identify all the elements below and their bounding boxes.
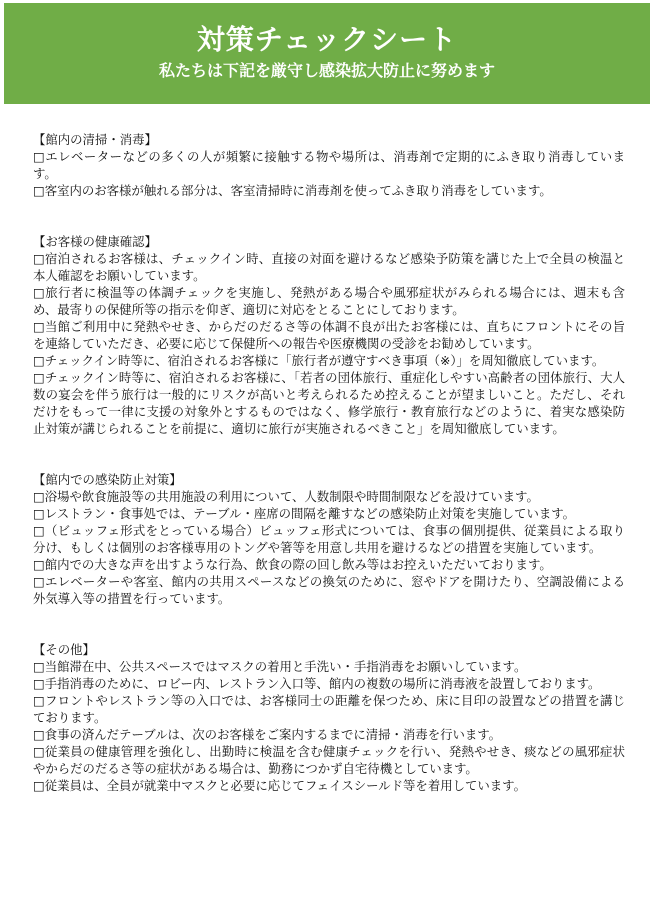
- section-heading: 【館内での感染防止対策】: [33, 472, 182, 487]
- checklist-item: □エレベーターなどの多くの人が頻繁に接触する物や場所は、消毒剤で定期的にふき取り消毒しています。: [33, 149, 625, 181]
- checklist-item: □旅行者に検温等の体調チェックを実施し、発熱がある場合や風邪症状がみられる場合には、週末も含め、最寄りの保健所等の指示を仰ぎ、適切に対応をとることにしております。: [33, 285, 625, 317]
- section-other: [33, 641, 625, 794]
- checklist-item: □従業員の健康管理を強化し、出勤時に検温を含む健康チェックを行い、発熱やせき、痰などの風邪症状やからだのだるさ等の症状がある場合は、勤務につかず自宅待機としています。: [33, 744, 625, 776]
- section-infection-prevention: [33, 471, 625, 607]
- section-cleaning: [33, 131, 625, 199]
- page-subtitle: 私たちは下記を厳守し感染拡大防止に努めます: [158, 61, 495, 80]
- checklist-item: □エレベーターや客室、館内の共用スペースなどの換気のために、窓やドアを開けたり、空調設備による外気導入等の措置を行っています。: [33, 574, 625, 606]
- checklist-item: □宿泊されるお客様は、チェックイン時、直接の対面を避けるなど感染予防策を講じた上で全員の検温と本人確認をお願いしています。: [33, 251, 625, 283]
- section-health-check: [33, 233, 625, 437]
- checklist-item: □館内での大きな声を出すような行為、飲食の際の回し飲み等はお控えいただいております。: [33, 557, 552, 572]
- checklist-item: □チェックイン時等に、宿泊されるお客様に「旅行者が遵守すべき事項（※）」を周知徹底しています。: [33, 353, 605, 368]
- checklist-item: □浴場や飲食施設等の共用施設の利用について、人数制限や時間制限などを設けています。: [33, 489, 539, 504]
- section-heading: 【その他】: [33, 642, 95, 657]
- header-banner: [4, 3, 650, 104]
- checklist-item: □食事の済んだテーブルは、次のお客様をご案内するまでに清掃・消毒を行います。: [33, 727, 502, 742]
- checklist-item: □フロントやレストラン等の入口では、お客様同士の距離を保つため、床に目印の設置などの措置を講じております。: [33, 693, 625, 725]
- checklist-item: □従業員は、全員が就業中マスクと必要に応じてフェイスシールド等を着用しています。: [33, 778, 526, 793]
- checklist-item: □レストラン・食事処では、テーブル・座席の間隔を離すなどの感染防止対策を実施しています。: [33, 506, 576, 521]
- checklist-item: □（ビュッフェ形式をとっている場合）ビュッフェ形式については、食事の個別提供、従業員による取り分け、もしくは個別のお客様専用のトングや箸等を用意し共用を避けるなどの措置を実施しています。: [33, 523, 625, 555]
- checklist-content: [33, 131, 625, 794]
- section-heading: 【館内の清掃・消毒】: [33, 132, 157, 147]
- page-title: 対策チェックシート: [196, 23, 458, 56]
- section-heading: 【お客様の健康確認】: [33, 234, 157, 249]
- checklist-item: □手指消毒のために、ロビー内、レストラン入口等、館内の複数の場所に消毒液を設置しております。: [33, 676, 601, 691]
- checklist-item: □当館滞在中、公共スペースではマスクの着用と手洗い・手指消毒をお願いしています。: [33, 659, 527, 674]
- checklist-item: □当館ご利用中に発熱やせき、からだのだるさ等の体調不良が出たお客様には、直ちにフロントにその旨を連絡していただき、必要に応じて保健所への報告や医療機関の受診をお勧めしています。: [33, 319, 625, 351]
- checklist-item: □客室内のお客様が触れる部分は、客室清掃時に消毒剤を使ってふき取り消毒をしています。: [33, 183, 552, 198]
- checklist-item: □チェックイン時等に、宿泊されるお客様に、「若者の団体旅行、重症化しやすい高齢者の団体旅行、大人数の宴会を伴う旅行は一般的にリスクが高いと考えられるため控えることが望ましいこと。ただし、それだけをもって一律に支援の対象外とするものではなく、修学旅行・教育旅行などのように、着実な感染防止対策が講じられることを前提に、適切に旅行が実施されるべきこと」を周知徹底しています。: [33, 370, 625, 436]
